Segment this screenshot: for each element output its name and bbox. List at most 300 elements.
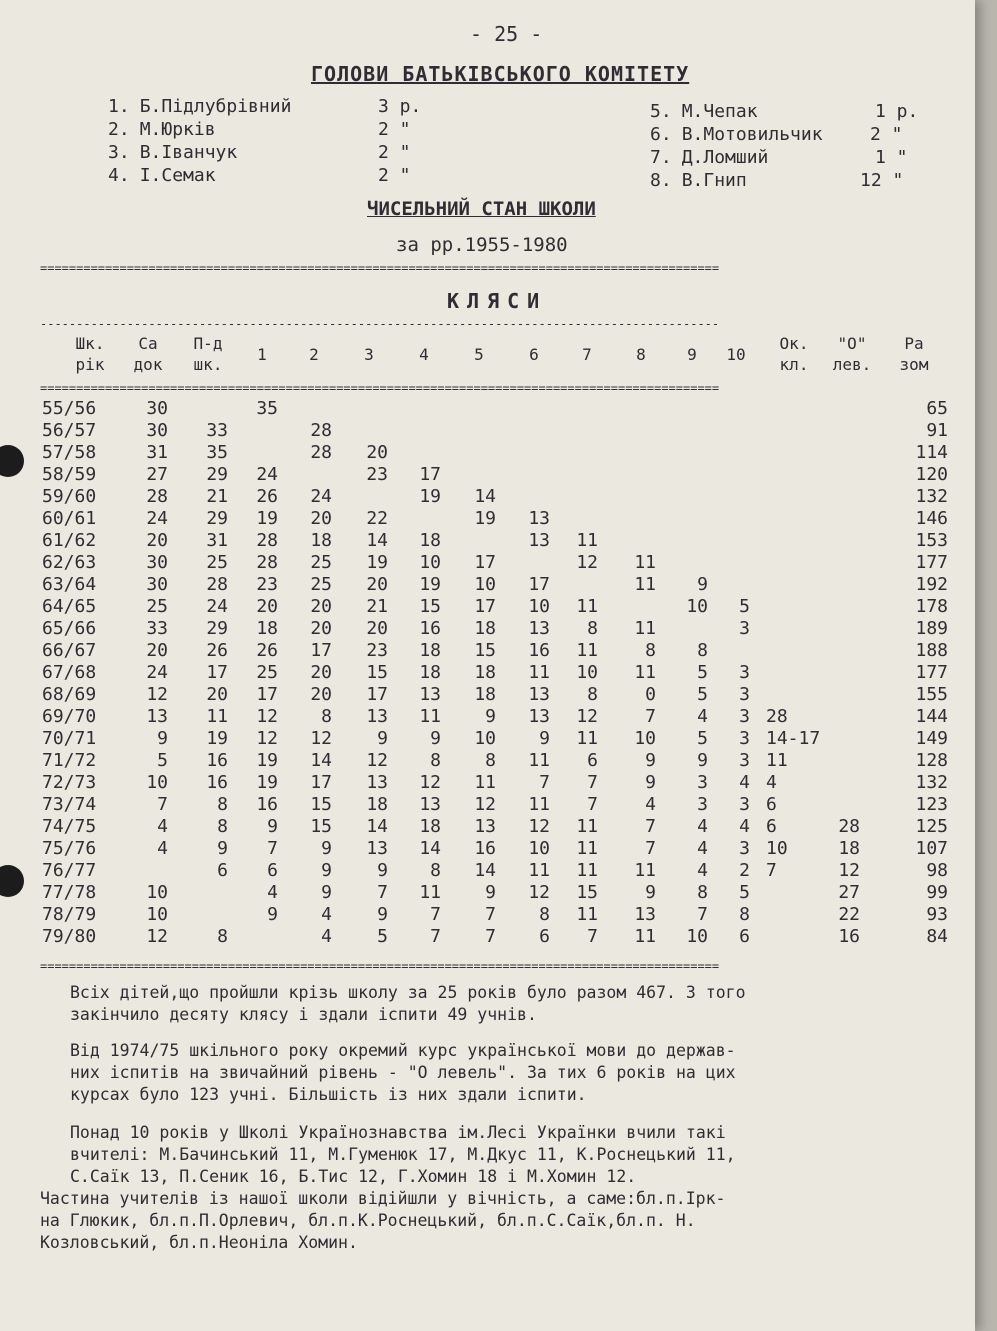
table-cell: 10 — [634, 728, 656, 749]
table-cell: 20 — [366, 618, 388, 639]
table-cell: 0 — [645, 684, 656, 705]
table-cell: 11 — [528, 750, 550, 771]
total-cell: 84 — [926, 926, 948, 947]
table-cell: 31 — [146, 442, 168, 463]
column-header: П-д шк. — [193, 334, 223, 374]
total-cell: 177 — [915, 552, 948, 573]
total-cell: 132 — [915, 772, 948, 793]
total-cell: 93 — [926, 904, 948, 925]
member-number: 7. — [650, 147, 672, 168]
table-cell: 7 — [645, 706, 656, 727]
table-cell: 5 — [377, 926, 388, 947]
total-cell: 120 — [915, 464, 948, 485]
table-cell: 10 — [576, 662, 598, 683]
table-cell: 12 — [528, 816, 550, 837]
table-cell: 28 — [310, 442, 332, 463]
table-cell: 10 — [766, 838, 788, 859]
column-header: Ок. кл. — [779, 334, 809, 374]
table-cell: 12 — [474, 794, 496, 815]
table-cell: 4 — [321, 904, 332, 925]
table-cell: 18 — [419, 662, 441, 683]
table-cell: 19 — [419, 486, 441, 507]
table-cell: 27 — [146, 464, 168, 485]
table-cell: 11 — [528, 794, 550, 815]
table-cell: 9 — [645, 750, 656, 771]
table-cell: 28 — [838, 816, 860, 837]
school-year-cell: 78/79 — [42, 904, 97, 925]
table-cell: 4 — [766, 772, 777, 793]
table-cell: 20 — [256, 596, 278, 617]
table-cell: 9 — [539, 728, 550, 749]
school-year-cell: 76/77 — [42, 860, 97, 881]
member-number: 3. — [108, 142, 130, 163]
total-cell: 98 — [926, 860, 948, 881]
table-cell: 26 — [256, 640, 278, 661]
table-cell: 19 — [206, 728, 228, 749]
table-cell: 6 — [766, 794, 777, 815]
table-cell: 11 — [206, 706, 228, 727]
school-year-cell: 71/72 — [42, 750, 97, 771]
table-cell: 29 — [206, 464, 228, 485]
school-year-cell: 60/61 — [42, 508, 97, 529]
table-cell: 8 — [539, 904, 550, 925]
school-year-cell: 74/75 — [42, 816, 97, 837]
table-cell: 24 — [310, 486, 332, 507]
table-cell: 30 — [146, 574, 168, 595]
column-header: 4 — [419, 345, 429, 364]
table-cell: 12 — [256, 728, 278, 749]
table-cell: 18 — [474, 662, 496, 683]
table-cell: 21 — [206, 486, 228, 507]
school-year-cell: 61/62 — [42, 530, 97, 551]
table-cell: 9 — [377, 728, 388, 749]
table-cell: 7 — [587, 772, 598, 793]
member-number: 2. — [108, 119, 130, 140]
table-cell: 7 — [697, 904, 708, 925]
table-cell: 15 — [310, 816, 332, 837]
total-cell: 192 — [915, 574, 948, 595]
member-term: 1 " — [875, 147, 908, 168]
table-cell: 16 — [528, 640, 550, 661]
member-number: 1. — [108, 96, 130, 117]
table-cell: 9 — [430, 728, 441, 749]
table-cell: 24 — [146, 508, 168, 529]
table-cell: 11 — [576, 838, 598, 859]
school-year-cell: 59/60 — [42, 486, 97, 507]
table-cell: 5 — [697, 662, 708, 683]
table-cell: 23 — [366, 640, 388, 661]
table-cell: 14 — [474, 486, 496, 507]
column-header: 3 — [364, 345, 374, 364]
table-cell: 17 — [310, 772, 332, 793]
table-cell: 7 — [539, 772, 550, 793]
table-cell: 9 — [377, 904, 388, 925]
table-cell: 18 — [419, 816, 441, 837]
table-cell: 6 — [766, 816, 777, 837]
table-cell: 23 — [366, 464, 388, 485]
school-year-cell: 68/69 — [42, 684, 97, 705]
table-cell: 23 — [256, 574, 278, 595]
table-cell: 9 — [217, 838, 228, 859]
table-cell: 6 — [587, 750, 598, 771]
table-cell: 9 — [157, 728, 168, 749]
table-cell: 8 — [321, 706, 332, 727]
member-name: В.Мотовильчик — [681, 124, 823, 145]
summary-paragraph: Всіх дітей,що пройшли крізь школу за 25 років було разом 467. З того закінчило десяту клясу і здали іспити 49 учнів. — [70, 983, 746, 1024]
table-cell: 13 — [528, 508, 550, 529]
total-cell: 189 — [915, 618, 948, 639]
table-cell: 11 — [419, 882, 441, 903]
table-cell: 10 — [474, 574, 496, 595]
table-cell: 19 — [256, 508, 278, 529]
school-year-cell: 55/56 — [42, 398, 97, 419]
total-cell: 107 — [915, 838, 948, 859]
table-cell: 7 — [377, 882, 388, 903]
table-cell: 7 — [430, 926, 441, 947]
table-cell: 19 — [366, 552, 388, 573]
table-cell: 10 — [146, 904, 168, 925]
language-course-paragraph: Від 1974/75 шкільного року окремий курс української мови до держав- них іспитів на звичайний рівень - "О левель". За тих 6 років на цих курсах було 123 учні. Більшість із них здали іспити. — [70, 1041, 736, 1104]
table-cell: 11 — [474, 772, 496, 793]
table-cell: 12 — [146, 926, 168, 947]
committee-member — [108, 165, 216, 186]
table-cell: 12 — [576, 552, 598, 573]
table-cell: 20 — [146, 530, 168, 551]
table-cell: 10 — [528, 596, 550, 617]
table-cell: 11 — [576, 640, 598, 661]
table-cell: 10 — [528, 838, 550, 859]
total-cell: 114 — [915, 442, 948, 463]
table-cell: 11 — [634, 860, 656, 881]
table-cell: 25 — [310, 552, 332, 573]
committee-member — [108, 142, 237, 163]
table-cell: 11 — [576, 530, 598, 551]
table-cell: 30 — [146, 552, 168, 573]
table-cell: 5 — [157, 750, 168, 771]
member-term: 2 " — [378, 142, 411, 163]
table-cell: 11 — [766, 750, 788, 771]
table-cell: 9 — [645, 882, 656, 903]
table-cell: 13 — [528, 618, 550, 639]
table-cell: 4 — [157, 816, 168, 837]
table-cell: 18 — [838, 838, 860, 859]
table-cell: 13 — [419, 684, 441, 705]
table-cell: 16 — [838, 926, 860, 947]
total-cell: 91 — [926, 420, 948, 441]
table-cell: 10 — [146, 772, 168, 793]
member-term: 2 " — [378, 119, 411, 140]
table-cell: 17 — [206, 662, 228, 683]
table-cell: 17 — [474, 596, 496, 617]
table-cell: 35 — [206, 442, 228, 463]
school-year-cell: 57/58 — [42, 442, 97, 463]
total-cell: 146 — [915, 508, 948, 529]
table-cell: 13 — [528, 684, 550, 705]
table-cell: 17 — [366, 684, 388, 705]
school-year-cell: 69/70 — [42, 706, 97, 727]
member-term: 2 " — [378, 165, 411, 186]
table-cell: 17 — [256, 684, 278, 705]
member-name: Б.Підлубрівний — [139, 96, 292, 117]
table-cell: 12 — [419, 772, 441, 793]
table-cell: 16 — [206, 772, 228, 793]
table-cell: 24 — [256, 464, 278, 485]
school-year-cell: 73/74 — [42, 794, 97, 815]
table-cell: 35 — [256, 398, 278, 419]
enrollment-period: за рр.1955-1980 — [396, 234, 568, 256]
table-cell: 19 — [256, 750, 278, 771]
table-cell: 28 — [206, 574, 228, 595]
table-cell: 28 — [256, 530, 278, 551]
table-cell: 20 — [146, 640, 168, 661]
table-cell: 11 — [634, 618, 656, 639]
table-cell: 3 — [697, 772, 708, 793]
table-cell: 4 — [697, 860, 708, 881]
table-cell: 11 — [576, 728, 598, 749]
table-cell: 15 — [474, 640, 496, 661]
table-cell: 5 — [697, 684, 708, 705]
double-rule: ============================================================================================== — [40, 262, 720, 274]
table-cell: 3 — [739, 706, 750, 727]
column-header: 10 — [726, 345, 746, 364]
table-cell: 11 — [576, 816, 598, 837]
table-cell: 7 — [485, 904, 496, 925]
table-cell: 28 — [766, 706, 788, 727]
member-number: 4. — [108, 165, 130, 186]
committee-member — [108, 119, 216, 140]
member-number: 5. — [650, 101, 672, 122]
table-cell: 6 — [539, 926, 550, 947]
total-cell: 128 — [915, 750, 948, 771]
committee-title: ГОЛОВИ БАТЬКІВСЬКОГО КОМІТЕТУ — [311, 62, 690, 86]
table-cell: 12 — [310, 728, 332, 749]
member-name: В.Гнип — [681, 170, 747, 191]
table-cell: 12 — [366, 750, 388, 771]
double-rule: ============================================================================================== — [40, 960, 720, 972]
member-term: 1 р. — [875, 101, 919, 122]
member-term: 2 " — [870, 124, 903, 145]
table-cell: 24 — [146, 662, 168, 683]
member-name: Д.Ломший — [681, 147, 769, 168]
column-header: 2 — [309, 345, 319, 364]
table-cell: 14 — [419, 838, 441, 859]
table-cell: 15 — [419, 596, 441, 617]
column-header: 9 — [687, 345, 697, 364]
committee-member — [650, 124, 823, 145]
table-cell: 20 — [366, 574, 388, 595]
table-cell: 9 — [697, 574, 708, 595]
table-cell: 22 — [838, 904, 860, 925]
table-cell: 4 — [739, 772, 750, 793]
table-cell: 33 — [146, 618, 168, 639]
table-cell: 25 — [206, 552, 228, 573]
table-cell: 3 — [739, 684, 750, 705]
table-cell: 3 — [739, 750, 750, 771]
table-cell: 15 — [310, 794, 332, 815]
table-cell: 9 — [321, 838, 332, 859]
table-cell: 16 — [419, 618, 441, 639]
table-cell: 9 — [321, 882, 332, 903]
table-cell: 13 — [528, 706, 550, 727]
table-cell: 8 — [430, 860, 441, 881]
table-cell: 16 — [474, 838, 496, 859]
double-rule: ============================================================================================== — [40, 382, 720, 394]
table-cell: 4 — [697, 816, 708, 837]
school-year-cell: 77/78 — [42, 882, 97, 903]
table-cell: 9 — [267, 904, 278, 925]
column-header: 7 — [582, 345, 592, 364]
table-cell: 12 — [256, 706, 278, 727]
table-cell: 5 — [697, 728, 708, 749]
table-cell: 7 — [485, 926, 496, 947]
table-cell: 15 — [366, 662, 388, 683]
table-cell: 18 — [474, 618, 496, 639]
table-cell: 9 — [645, 772, 656, 793]
table-cell: 8 — [697, 640, 708, 661]
table-cell: 11 — [576, 904, 598, 925]
table-cell: 29 — [206, 618, 228, 639]
column-header: Шк. рік — [75, 334, 105, 374]
table-cell: 11 — [634, 574, 656, 595]
table-cell: 13 — [474, 816, 496, 837]
table-cell: 29 — [206, 508, 228, 529]
total-cell: 125 — [915, 816, 948, 837]
teachers-paragraph: Понад 10 років у Школі Українознавства ім.Лесі Українки вчили такі вчителі: М.Бачинський 11, М.Гуменюк 17, М.Дкус 11, К.Роснецький 11, С.Саїк 13, П.Сеник 16, Б.Тис 12, Г.Хомин 18 і М.Хомин 12. — [70, 1123, 736, 1186]
table-cell: 10 — [146, 882, 168, 903]
table-cell: 8 — [485, 750, 496, 771]
binder-hole — [0, 445, 24, 477]
table-cell: 5 — [739, 882, 750, 903]
table-cell: 13 — [419, 794, 441, 815]
member-number: 8. — [650, 170, 672, 191]
table-cell: 10 — [686, 596, 708, 617]
table-cell: 20 — [206, 684, 228, 705]
committee-member — [650, 101, 758, 122]
table-cell: 4 — [321, 926, 332, 947]
column-header: 5 — [474, 345, 484, 364]
table-cell: 33 — [206, 420, 228, 441]
table-cell: 30 — [146, 398, 168, 419]
total-cell: 132 — [915, 486, 948, 507]
table-cell: 11 — [634, 552, 656, 573]
table-cell: 13 — [634, 904, 656, 925]
table-cell: 12 — [146, 684, 168, 705]
table-cell: 3 — [739, 794, 750, 815]
column-header: Ра зом — [899, 334, 929, 374]
table-cell: 21 — [366, 596, 388, 617]
table-cell: 28 — [310, 420, 332, 441]
school-year-cell: 70/71 — [42, 728, 97, 749]
table-cell: 24 — [206, 596, 228, 617]
table-cell: 3 — [739, 728, 750, 749]
table-cell: 14 — [310, 750, 332, 771]
table-cell: 10 — [474, 728, 496, 749]
memorial-paragraph: Частина учителів із нашої школи відійшли у вічність, а саме:бл.п.Ірк- на Глюкик, бл.п.П.Орлевич, бл.п.К.Роснецький, бл.п.С.Саїк,бл.п. Н. Козловський, бл.п.Неоніла Хомин. — [40, 1189, 726, 1252]
table-cell: 13 — [528, 530, 550, 551]
table-cell: 20 — [366, 442, 388, 463]
table-cell: 19 — [474, 508, 496, 529]
total-cell: 144 — [915, 706, 948, 727]
table-cell: 6 — [739, 926, 750, 947]
table-cell: 4 — [697, 838, 708, 859]
table-cell: 14-17 — [766, 728, 821, 749]
table-cell: 16 — [256, 794, 278, 815]
school-year-cell: 65/66 — [42, 618, 97, 639]
school-year-cell: 62/63 — [42, 552, 97, 573]
table-cell: 4 — [739, 816, 750, 837]
column-header: 6 — [529, 345, 539, 364]
table-cell: 11 — [634, 662, 656, 683]
total-cell: 177 — [915, 662, 948, 683]
member-name: І.Семак — [139, 165, 216, 186]
member-number: 6. — [650, 124, 672, 145]
table-cell: 20 — [310, 508, 332, 529]
table-cell: 13 — [366, 838, 388, 859]
binder-hole — [0, 865, 24, 897]
member-name: В.Іванчук — [139, 142, 238, 163]
school-year-cell: 66/67 — [42, 640, 97, 661]
table-cell: 25 — [256, 662, 278, 683]
table-cell: 14 — [366, 530, 388, 551]
table-cell: 4 — [645, 794, 656, 815]
table-cell: 26 — [206, 640, 228, 661]
column-header: Са док — [133, 334, 163, 374]
table-cell: 8 — [645, 640, 656, 661]
table-cell: 14 — [366, 816, 388, 837]
table-cell: 11 — [528, 662, 550, 683]
table-cell: 7 — [267, 838, 278, 859]
table-cell: 17 — [528, 574, 550, 595]
table-cell: 18 — [474, 684, 496, 705]
table-cell: 13 — [366, 706, 388, 727]
table-cell: 6 — [267, 860, 278, 881]
committee-member — [650, 170, 747, 191]
table-cell: 11 — [634, 926, 656, 947]
enrollment-title: ЧИСЕЛЬНИЙ СТАН ШКОЛИ — [367, 198, 596, 220]
table-cell: 22 — [366, 508, 388, 529]
table-cell: 3 — [739, 662, 750, 683]
table-cell: 13 — [366, 772, 388, 793]
committee-member — [650, 147, 768, 168]
single-rule: ---------------------------------------------------------------------------------------------- — [40, 318, 720, 330]
table-cell: 7 — [645, 816, 656, 837]
table-cell: 7 — [430, 904, 441, 925]
table-cell: 25 — [310, 574, 332, 595]
table-cell: 4 — [267, 882, 278, 903]
table-cell: 8 — [587, 684, 598, 705]
member-name: М.Чепак — [681, 101, 758, 122]
table-cell: 16 — [206, 750, 228, 771]
table-cell: 30 — [146, 420, 168, 441]
school-year-cell: 58/59 — [42, 464, 97, 485]
table-cell: 8 — [739, 904, 750, 925]
member-term: 12 " — [860, 170, 904, 191]
table-cell: 7 — [645, 838, 656, 859]
table-cell: 10 — [686, 926, 708, 947]
total-cell: 123 — [915, 794, 948, 815]
table-cell: 4 — [697, 706, 708, 727]
school-year-cell: 75/76 — [42, 838, 97, 859]
school-year-cell: 72/73 — [42, 772, 97, 793]
total-cell: 149 — [915, 728, 948, 749]
table-cell: 18 — [419, 640, 441, 661]
total-cell: 153 — [915, 530, 948, 551]
table-cell: 9 — [485, 706, 496, 727]
table-cell: 9 — [377, 860, 388, 881]
table-cell: 7 — [766, 860, 777, 881]
table-cell: 12 — [576, 706, 598, 727]
table-cell: 7 — [157, 794, 168, 815]
